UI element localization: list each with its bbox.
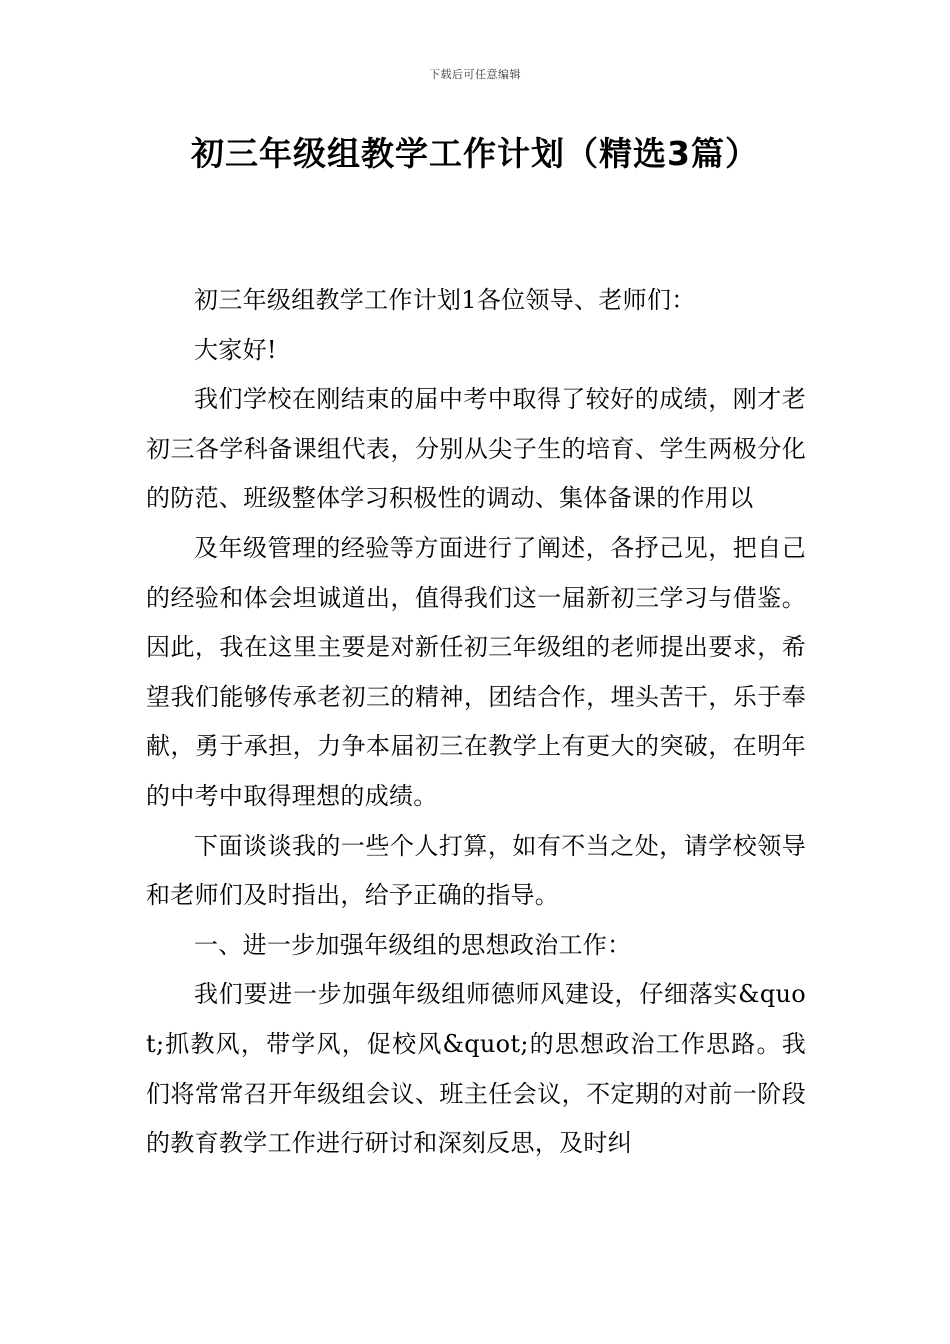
document-title: 初三年级组教学工作计划（精选3篇） <box>191 134 759 173</box>
paragraph: 我们学校在刚结束的届中考中取得了较好的成绩，刚才老初三各学科备课组代表，分别从尖子生的培育、学生两极分化的防范、班级整体学习积极性的调动、集体备课的作用以 <box>146 385 806 513</box>
header-note: 下载后可任意编辑 <box>429 68 521 81</box>
paragraph: 及年级管理的经验等方面进行了阐述，各抒己见，把自己的经验和体会坦诚道出，值得我们这一届新初三学习与借鉴。因此，我在这里主要是对新任初三年级组的老师提出要求，希望我们能够传承老初三的精神，团结合作，埋头苦干，乐于奉献，勇于承担，力争本届初三在教学上有更大的突破，在明年的中考中取得理想的成绩。 <box>146 533 806 810</box>
paragraph: 初三年级组教学工作计划1各位领导、老师们： <box>194 286 696 314</box>
paragraph: 大家好! <box>194 335 277 364</box>
paragraph: 我们要进一步加强年级组师德师风建设，仔细落实&quot;抓教风，带学风，促校风&quot;的思想政治工作思路。我们将常常召开年级组会议、班主任会议，不定期的对前一阶段的教育教学工作进行研讨和深刻反思，及时纠 <box>146 980 806 1158</box>
document-body <box>146 276 806 1169</box>
paragraph: 一、进一步加强年级组的思想政治工作： <box>194 930 632 959</box>
paragraph: 下面谈谈我的一些个人打算，如有不当之处，请学校领导和老师们及时指出，给予正确的指导。 <box>146 831 806 910</box>
